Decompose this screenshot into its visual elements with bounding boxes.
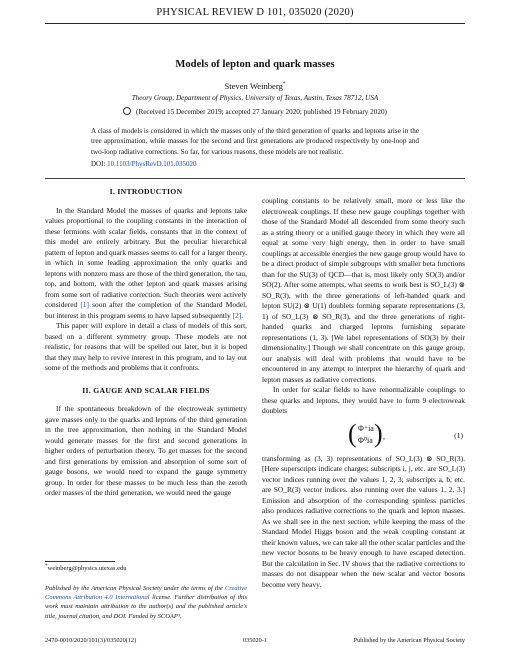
equation-comma: , [383, 431, 385, 441]
section-heading-introduction: I. INTRODUCTION [109, 187, 183, 196]
equation-row-charged: Φ⁺ia [358, 423, 374, 433]
doi-link[interactable]: 10.1103/PhysRevD.101.035020 [107, 160, 197, 168]
intro-paragraph-2: This paper will explore in detail a class of models of this sort, based on a different symmetry group. These models are not realistic, for reasons that will be spelled out later, but it is hoped that they may help to revive interest in this program, and to lay out some of the methods and problems that it confronts. [45, 321, 247, 372]
right-paragraph-2: In order for scalar fields to have renormalizable couplings to these quarks and leptons, they would have to form 9 electroweak doublets [262, 385, 465, 415]
footnote-mark: * [45, 562, 48, 569]
license-link[interactable]: Creative Commons Attribution 4.0 International [45, 585, 247, 602]
doi-line [91, 160, 197, 168]
gauge-paragraph-1: If the spontaneous breakdown of the electroweak symmetry gave masses only to the quarks and leptons of the third generation in the tree approximation, then nothing in the Standard Model would generate masses for the first and second generations in higher orders of perturbation theory. To get masses for the second and first generations by emission and absorption of some sort of gauge bosons, we would need to expand the gauge symmetry group. In order for these masses to be much less than the zeroth order masses of the third generation, we would need the gauge [45, 404, 247, 497]
affiliation: Theory Group, Department of Physics, University of Texas, Austin, Texas 78712, USA [131, 94, 379, 102]
right-column [262, 196, 465, 590]
equation-left-paren: ( [348, 418, 357, 448]
intro-paragraph-1 [45, 206, 247, 322]
journal-header: PHYSICAL REVIEW D 101, 035020 (2020) [156, 7, 354, 18]
intro-text-b: soon after the completion of the Standard Model, but interest in this program seems to have lapsed subsequently [45, 300, 248, 320]
footer-issn: 2470-0010/2020/101(3)/035020(12) [45, 637, 137, 644]
author-line [0, 81, 510, 91]
author-footnote [45, 562, 127, 572]
citation-1[interactable]: [1] [80, 300, 90, 309]
license-text-a: Published by the American Physical Society under the terms of the [45, 585, 225, 592]
header-rule [45, 23, 465, 24]
author-name: Steven Weinberg [224, 81, 283, 91]
citation-2[interactable]: [2] [232, 310, 242, 320]
paper-title: Models of lepton and quark masses [175, 59, 335, 70]
abstract: A class of models is considered in which the masses only of the third generation of quarks and leptons arise in the tree approximation, while masses for the second and first generations are produced respectively by one-loop and two-loop radiative corrections. So far, for various reasons, these models are not realistic. [91, 127, 419, 156]
intro-text-a: In the Standard Model the masses of quarks and leptons take values proportional to the coupling constants in the interaction of these fermions with scalar fields, constants that in the context of this model are entirely arbitrary. But the peculiar hierarchical pattern of lepton and quark masses seems to call for a larger theory, in which in some leading approximation the only quarks and leptons with nonzero mass are those of the third generation, the tau, top, and bottom, with the other lepton and quark masses arising from some sort of radiative correction. Such theories were actively considered [45, 205, 247, 309]
equation-1 [262, 418, 465, 451]
footnote-rule [45, 561, 115, 562]
license-text-b: license. Further distribution of this work must maintain attribution to the author(s) and the published article's title, journal citation, and DOI. Funded by SCOAP³. [45, 594, 248, 620]
equation-row-neutral: Φ⁰ia [358, 435, 373, 445]
right-paragraph-3: transforming as (3, 3) representations of SO_L(3) ⊗ SO_R(3). [Here superscripts indicate charges; subscripts i, j, etc. are SO_L(3) vector indices running over the values 1, 2, 3; subscripts a, b, etc. are SO_R(3) vector indices. also running over the values 1, 2, 3.] Emission and absorption of the corresponding spinless particles also produces radiative corrections to the quark and lepton masses. As we shall see in the next section, while keeping the mass of the Standard Model Higgs boson and the weak coupling constant at their known values, we can take all the other scalar particles and the new vector bosons to be heavy enough to have escaped detection. But the calculation in Sec. IV shows that the radiative corrections to masses do not disappear when the new scalar and vector bosons become very heavy. [262, 453, 465, 589]
date-line [0, 107, 510, 116]
section-heading-gauge: II. GAUGE AND SCALAR FIELDS [82, 385, 210, 395]
license-notice [45, 584, 247, 621]
abstract-rule [45, 178, 465, 179]
equation-number: (1) [454, 430, 463, 440]
equation-right-paren: ) [374, 418, 383, 448]
right-paragraph-1: coupling constants to be relatively small, more or less like the electroweak couplings. If these new gauge couplings together with those of the Standard Model all descended from some theory such as a string theory or a unified gauge theory in which they were all equal at some very high energy, then in order to have small couplings at accessible energies the new gauge group would have to be a direct product of simple subgroups with smaller beta functions than for the SU(3) of QCD—that is, most likely only SO(3) and/or SO(2). After some attempts, what seems to work best is SO_L(3) ⊗ SO_R(3), with the three generations of left-handed quark and lepton SU(2) ⊗ U(1) doublets forming separate representations (3, 1) of SO_L(3) ⊗ SO_R(3), and the three generations of right-handed quarks and charged leptons furnishing separate representations (1, 3). [We label representations of SO(3) by their dimensionality.] Though we shall concentrate on this gauge group, our analysis will deal with problems that would have to be encountered in any attempt to interpret the hierarchy of quark and lepton masses as radiative corrections. [262, 196, 465, 384]
intro-text-c: . [241, 310, 244, 320]
author-footnote-mark[interactable]: * [282, 81, 286, 88]
left-column [45, 187, 247, 499]
received-dates: (Received 15 December 2019; accepted 27 January 2020; published 19 February 2020) [136, 108, 387, 116]
doi-label: DOI: [91, 160, 106, 168]
open-access-icon [123, 107, 131, 115]
author-email[interactable]: weinberg@physics.utexas.edu [47, 565, 127, 572]
footer-page-number: 035020-1 [242, 637, 268, 644]
footer-publisher: Published by the American Physical Society [353, 637, 465, 644]
